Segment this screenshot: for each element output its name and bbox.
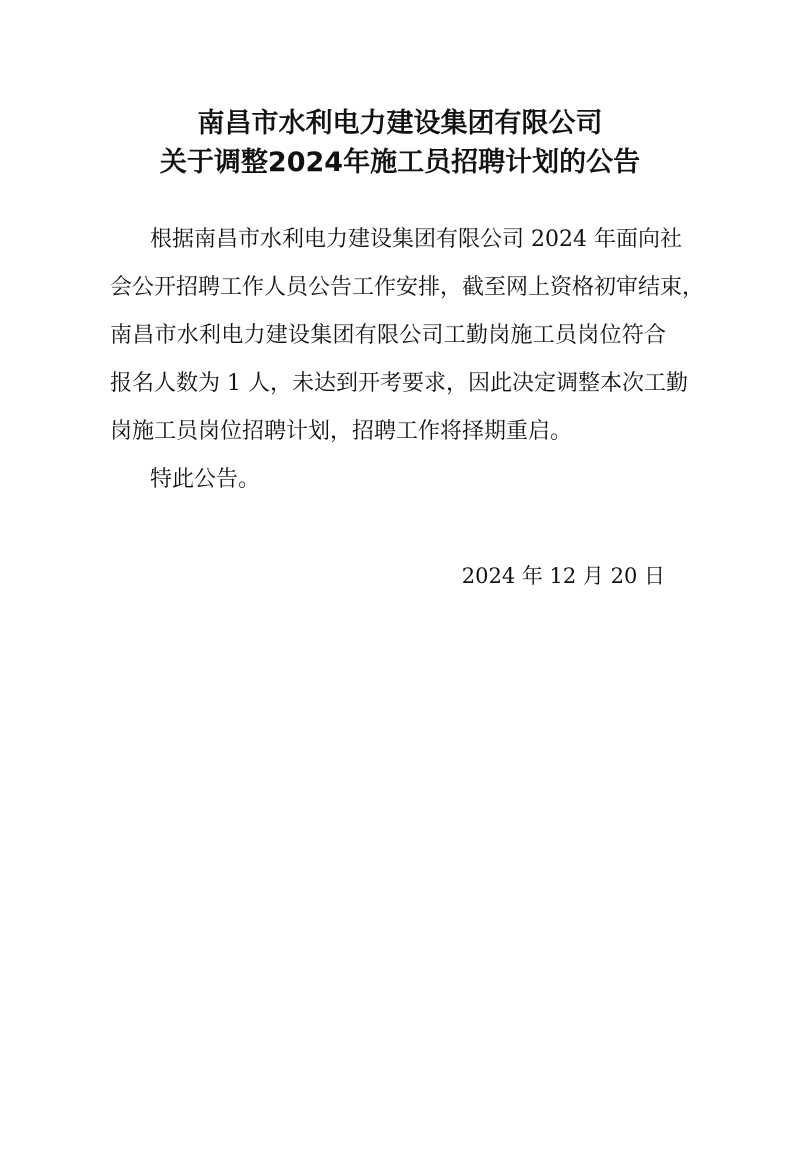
body-line: 根据南昌市水利电力建设集团有限公司 2024 年面向社 [150, 227, 682, 252]
document-title-line-2: 关于调整2024年施工员招聘计划的公告 [159, 147, 641, 178]
document-date: 2024 年 12 月 20 日 [461, 564, 665, 588]
document-title-line-1: 南昌市水利电力建设集团有限公司 [197, 108, 603, 139]
body-line: 南昌市水利电力建设集团有限公司工勤岗施工员岗位符合 [110, 323, 666, 348]
closing-remark: 特此公告。 [150, 467, 261, 492]
body-paragraph [110, 222, 705, 462]
body-line: 会公开招聘工作人员公告工作安排，截至网上资格初审结束， [110, 275, 705, 300]
body-line: 报名人数为 1 人，未达到开考要求，因此决定调整本次工勤 [110, 371, 688, 396]
body-line: 岗施工员岗位招聘计划，招聘工作将择期重启。 [110, 419, 573, 444]
